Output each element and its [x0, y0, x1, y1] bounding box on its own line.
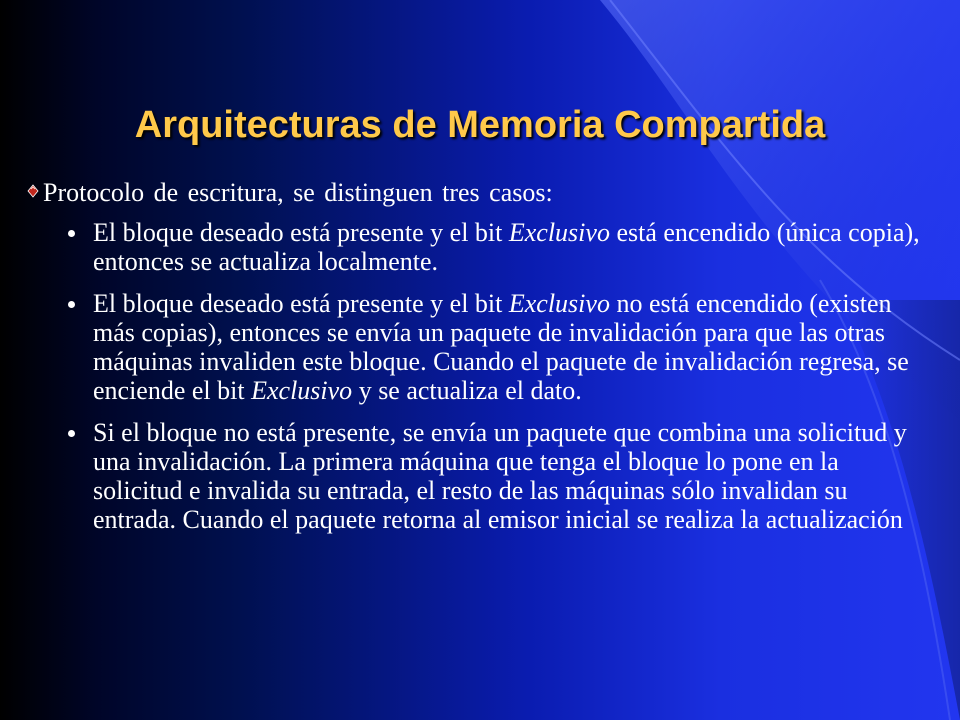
white-dot-bullet-icon: [68, 430, 75, 437]
text-segment: El bloque deseado está presente y el bit: [93, 289, 509, 318]
sub-bullet-3: [66, 418, 926, 534]
text-segment: y se actualiza el dato.: [352, 376, 582, 405]
sub-bullet-text: [93, 289, 926, 405]
italic-term: Exclusivo: [508, 289, 610, 318]
main-bullet-text: Protocolo de escritura, se distinguen tres casos:: [43, 178, 553, 207]
sub-bullet-2: [66, 289, 926, 405]
sub-bullet-list: [66, 218, 926, 547]
red-diamond-bullet-icon: [27, 184, 39, 198]
sub-bullet-text: [93, 218, 926, 276]
text-segment: El bloque deseado está presente y el bit: [93, 218, 509, 247]
white-dot-bullet-icon: [68, 301, 75, 308]
sub-bullet-text: [93, 418, 926, 534]
main-bullet: [27, 177, 927, 209]
white-dot-bullet-icon: [68, 230, 75, 237]
slide-title: Arquitecturas de Memoria Compartida: [134, 104, 826, 146]
text-segment: no está encendido (existen más copias), entonces se envía un paquete de invalidación para que las otras máquinas invaliden este bloque. Cuando el paquete de invalidación regresa, se enciende el bit: [93, 289, 909, 405]
text-segment: está encendido (única copia), entonces se actualiza localmente.: [93, 218, 920, 276]
sub-bullet-1: [66, 218, 926, 276]
text-segment: Si el bloque no está presente, se envía un paquete que combina una solicitud y una invalidación. La primera máquina que tenga el bloque lo pone en la solicitud e invalida su entrada, el resto de las máquinas sólo invalidan su entrada. Cuando el paquete retorna al emisor inicial se realiza la actualización: [93, 418, 907, 534]
italic-term: Exclusivo: [508, 218, 610, 247]
italic-term: Exclusivo: [251, 376, 353, 405]
